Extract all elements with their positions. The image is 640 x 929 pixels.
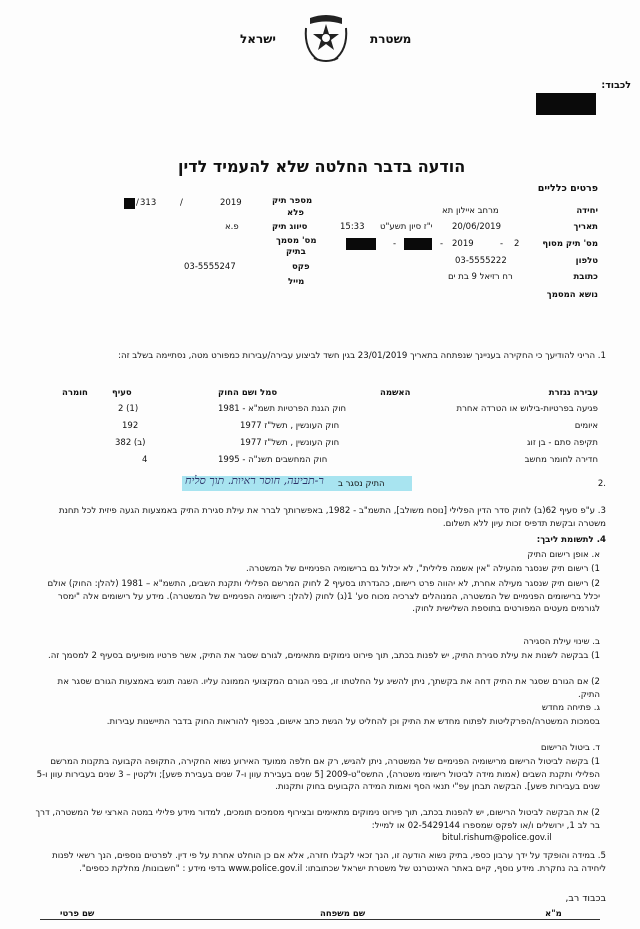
general-details-heading: פרטים כלליים <box>537 183 598 194</box>
sign-last-name: שם משפחה <box>320 909 366 919</box>
ref-dash-1: - <box>500 239 504 249</box>
offence-col-derived: עבירה נגזרת <box>548 388 598 398</box>
offence-row-1-law: חוק הגנת הפרטיות תשמ"א - 1981 <box>218 404 347 414</box>
docref-sub-label: בתיק <box>286 247 306 257</box>
handwritten-note: ר-תביעה, חוסר ראיות. תוך סליח <box>185 474 324 487</box>
offence-row-1-section: 2 (1) <box>118 404 139 414</box>
fax-label: פקס <box>292 262 310 272</box>
case-number: 313 <box>140 198 157 208</box>
section-a-heading: א. אופן רישום התיק <box>527 550 600 560</box>
offence-col-law: סמל ושם החוק <box>218 388 278 398</box>
offence-row-4-section: 4 <box>142 455 148 465</box>
section-c-1: בסמכות המשטרה/הפרקליטות לפתוח מחדש את התיק וכן להחליט על הגשת כתב אישום, בכפוף להוראות החוק בדבר התיישנות עבירות. <box>106 717 600 727</box>
offence-row-3-law: חוק העונשין , תשל"ז 1977 <box>240 438 340 448</box>
mail-label: מייל <box>288 277 305 287</box>
phone-value: 03-5555222 <box>455 256 507 266</box>
case-year: 2019 <box>220 198 242 208</box>
offence-row-1-charge: פגיעה בפרטיות-בילוש או הטרדה אחרת <box>456 404 598 414</box>
police-emblem-icon <box>300 10 352 66</box>
offence-row-3-section: 382 (ב) <box>115 438 146 448</box>
offence-row-2-law: חוק העונשין , תשל"ז 1977 <box>240 421 340 431</box>
class-label: סיווג תיק <box>272 222 308 232</box>
case-slash: / <box>180 198 183 208</box>
document-title: הודעה בדבר החלטה שלא להעמיד לדין <box>178 157 466 176</box>
date-label: תאריך <box>573 222 598 232</box>
section-d-2: 2) את הבקשה לביטול הרישום, יש להפנות בכתב, תוך פירוט נימוקים מתאימים ובצירוף מסמכים תומכים, למדור מידע פלילי במטה הארצי של המשטרה, דרך בר לב 1, ירושלים ו/או לפקס שמספרו 02-5429144 או למייל: <box>35 808 600 831</box>
offence-col-charge: האשמה <box>380 388 411 398</box>
addressee-label: לכבוד: <box>601 80 631 91</box>
ref-number: 2 <box>514 239 520 249</box>
offence-row-4-charge: חדירה לחומר מחשב <box>524 455 598 465</box>
phone-label: טלפון <box>575 256 598 266</box>
sign-first-name: שם פרטי <box>60 909 95 919</box>
redaction-ref-1 <box>404 238 432 250</box>
section-d-1: 1) בקשה לביטול הרישום מרישומיה הפנימיים של המשטרה, ניתן להגיש, רק אם חלפה ממועד האירוע נשוא החקירה, התקופה הקבועה בתקנות המרשם הפלילי ותקנת השבים (אמות מידה לביטול רישומי משטרה), התשס"ט-2009 [5 שנים בעבירת עוון ו-7 שנים בעבירת פשע]; ולקטין – 3 שנים בעבירות עוון ו-5 שנים בעבירות פשע]. הבקשה תבחן עפ"י תנאי הסף ואמות המידה הקבועים בחוק ותקנות. <box>36 757 600 792</box>
sign-rank: מ"א <box>545 909 562 919</box>
redaction-addressee <box>536 93 596 115</box>
offence-col-section: סעיף <box>112 388 132 398</box>
section-b-2: 2) אם הגורם שסגר את התיק דחה את בקשתך, ניתן להשיג על החלטתו זו, בפני הגורם המקצועי הממונה עליו. השגה תוגש באמצעות הגורם שסגר את התיק. <box>57 677 600 700</box>
section-c-heading: ג. פתיחה מחדש <box>541 703 600 713</box>
closing-text: בכבוד רב, <box>565 893 606 904</box>
time-value: 15:33 <box>340 222 365 232</box>
subject-label: נושא המסמך <box>546 290 598 300</box>
section-b-1: 1) בבקשה לשנות את עילת סגירת התיק, יש לפנות בכתב, תוך פירוט נימוקים מתאימים, לגורם שסגר את התיק, אשר פרטיו מופיעים בסעיף 2 למסמך זה. <box>47 651 600 661</box>
paragraph-5: 5. במידה והופקד על ידך ערבון כספי, בתיק נשוא הודעה זו, הנך זכאי לקבלו חזרה, אלא אם כן הוחלט אחרת על פי דין. לפרטים נוספים, הנך רשאי לפנות ליחידה בה נחקרת. מידע נוסף, קיים באתר האינטרנט של משטרת ישראל שכתובתו: www.police.gov.il בדפי מידע : "חשבונות/ מחלקת כספים". <box>52 851 606 874</box>
case-slash-2: / <box>136 198 139 208</box>
signature-divider <box>40 919 600 920</box>
unit-label: יחידה <box>576 206 598 216</box>
ref-year: 2019 <box>452 239 474 249</box>
date-value: 20/06/2019 <box>452 222 501 232</box>
section-a-1: 1) רישום תיק שנסגר מהעילה "אין אשמה פלילית", לא יכלול גם ברישומיה הפנימיים של המשטרה. <box>246 564 600 574</box>
docref-label: מס' מסמך <box>276 236 317 246</box>
case-sub-label: פלא <box>287 208 304 218</box>
fax-value: 03-5555247 <box>184 262 236 272</box>
redaction-case <box>124 198 135 209</box>
unit-value: מרחב איילון תא <box>442 206 499 216</box>
paragraph-4: 4. לתשומת ליבך: <box>536 535 606 545</box>
section-a-2: 2) רישום תיק שנסגר מעילה אחרת, לא יהווה פרט רישום, כהגדרתו בסעיף 2 לחוק המרשם הפלילי ותקנת השבים, התשמ"א – 1981 (להלן: החוק) אולם יכלל ברישומים הפנימיים של המשטרה, המנוהלים לצרכיה מכוח סע' 1(ג) לחוק (להלן: רישומיה הפנימיים של המשטרה). מידע על רישומים אלה "ימסר לגורמים מעטים המפורטים בתוספת השלישית לחוק. <box>47 579 600 614</box>
paragraph-2-number: 2. <box>597 479 606 489</box>
paragraph-3: 3. ע"פ סעיף 62(ב) לחוק סדר הדין הפלילי [נוסח משולב], התשמ"ב - 1982, באפשרותך לברר את עילת סגירת התיק באמצעות הגעה פיזית לכל תחנת משטרה ובקשת תדפיס זכות עיון ללא תשלום. <box>58 506 606 529</box>
offence-row-2-section: 192 <box>122 421 139 431</box>
class-value: פ.א <box>225 222 239 232</box>
org-name-left: ישראל <box>240 32 276 46</box>
section-d-heading: ד. ביטול הרישום <box>540 743 600 753</box>
offence-row-4-law: חוק המחשבים תשנ"ה - 1995 <box>218 455 328 465</box>
case-label: מספר תיק <box>272 196 313 206</box>
org-name-right: משטרת <box>370 32 412 46</box>
section-b-heading: ב. שינוי עילת הסגירה <box>523 637 600 647</box>
ref-label: מס' תיק מסוף <box>542 239 598 249</box>
ref-dash-3: - <box>393 239 397 249</box>
address-value: רח רזיאל 9 בת ים <box>448 272 513 282</box>
ref-dash-2: - <box>440 239 444 249</box>
redaction-ref-2 <box>346 238 376 250</box>
offence-row-2-charge: איומים <box>574 421 598 431</box>
paragraph-2: התיק נסגר ב <box>338 479 385 489</box>
section-d-2-email: bitul.rishum@police.gov.il <box>442 833 552 843</box>
date-hebrew: י"ז סיון תשע"ט <box>380 222 433 232</box>
offence-col-severity: חומרה <box>62 388 88 398</box>
address-label: כתובת <box>573 272 598 282</box>
paragraph-1: 1. הריני להודיעך כי החקירה בעניינך שנפתחה בתאריך 23/01/2019 בגין חשד לביצוע עבירה/עבירות כמפורט מטה, נסתיימה בשלב זה: <box>118 351 606 361</box>
offence-row-3-charge: תקיפה סתם - בן זוג <box>527 438 598 448</box>
